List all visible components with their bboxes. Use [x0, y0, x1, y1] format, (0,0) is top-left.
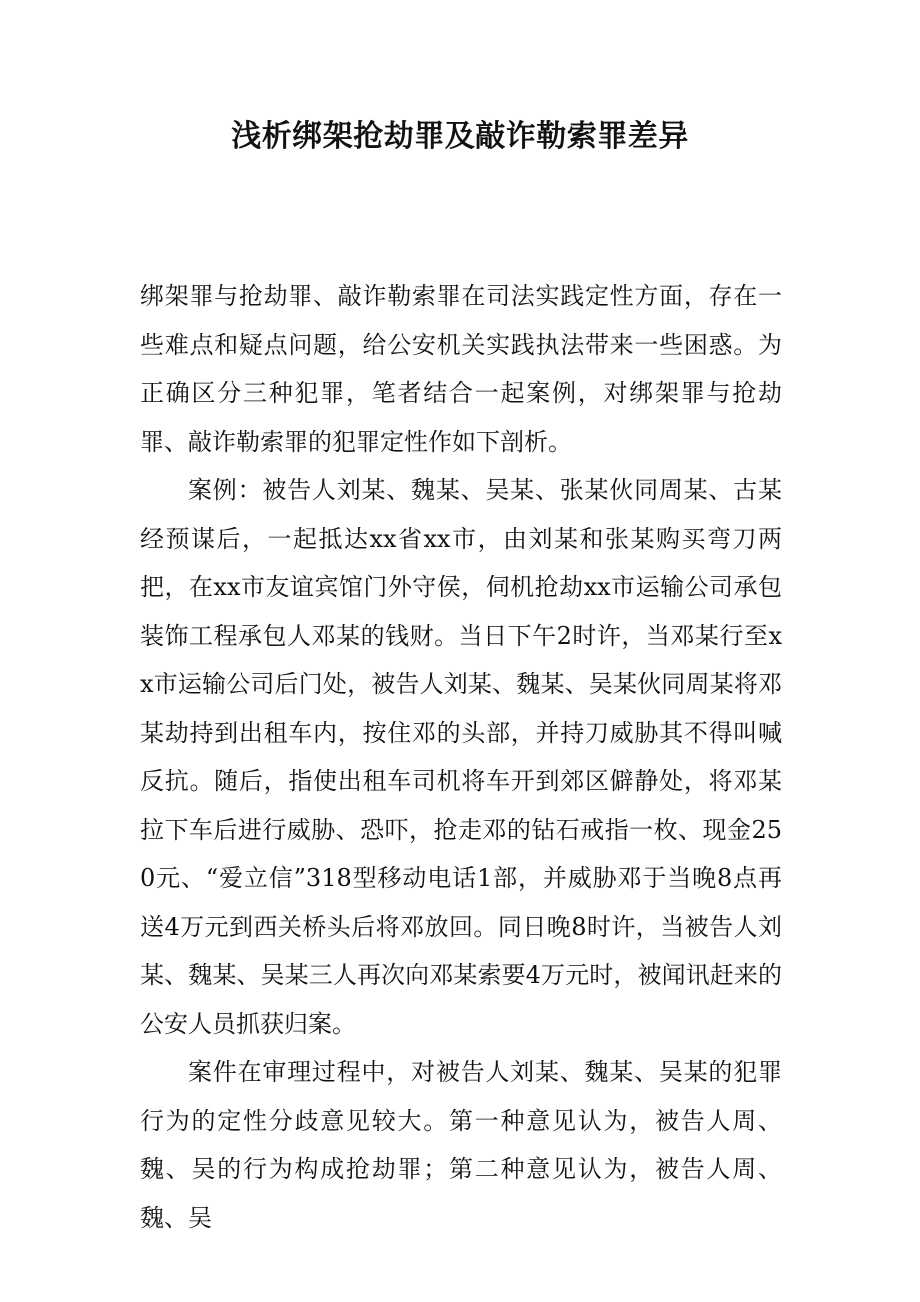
document-title: 浅析绑架抢劫罪及敲诈勒索罪差异 — [231, 119, 689, 154]
paragraph-case: 案例：被告人刘某、魏某、吴某、张某伙同周某、古某经预谋后，一起抵达xx省xx市，由刘某和张某购买弯刀两把，在xx市友谊宾馆门外守侯，伺机抢劫xx市运输公司承包装饰工程承包人邓某的钱财。当日下午2时许，当邓某行至xx市运输公司后门处，被告人刘某、魏某、吴某伙同周某将邓某劫持到出租车内，按住邓的头部，并持刀威胁其不得叫喊反抗。随后，指使出租车司机将车开到郊区僻静处，将邓某拉下车后进行威胁、恐吓，抢走邓的钻石戒指一枚、现金250元、“爱立信”318型移动电话1部，并威胁邓于当晚8点再送4万元到西关桥头后将邓放回。同日晚8时许，当被告人刘某、魏某、吴某三人再次向邓某索要4万元时，被闻讯赶来的公安人员抓获归案。 — [140, 476, 782, 1038]
paragraph-analysis: 案件在审理过程中，对被告人刘某、魏某、吴某的犯罪行为的定性分歧意见较大。第一种意见认为，被告人周、魏、吴的行为构成抢劫罪；第二种意见认为，被告人周、魏、吴 — [140, 1058, 782, 1232]
document-body — [140, 272, 782, 1242]
paragraph-intro: 绑架罪与抢劫罪、敲诈勒索罪在司法实践定性方面，存在一些难点和疑点问题，给公安机关实践执法带来一些困惑。为正确区分三种犯罪，笔者结合一起案例，对绑架罪与抢劫罪、敲诈勒索罪的犯罪定性作如下剖析。 — [140, 282, 782, 456]
